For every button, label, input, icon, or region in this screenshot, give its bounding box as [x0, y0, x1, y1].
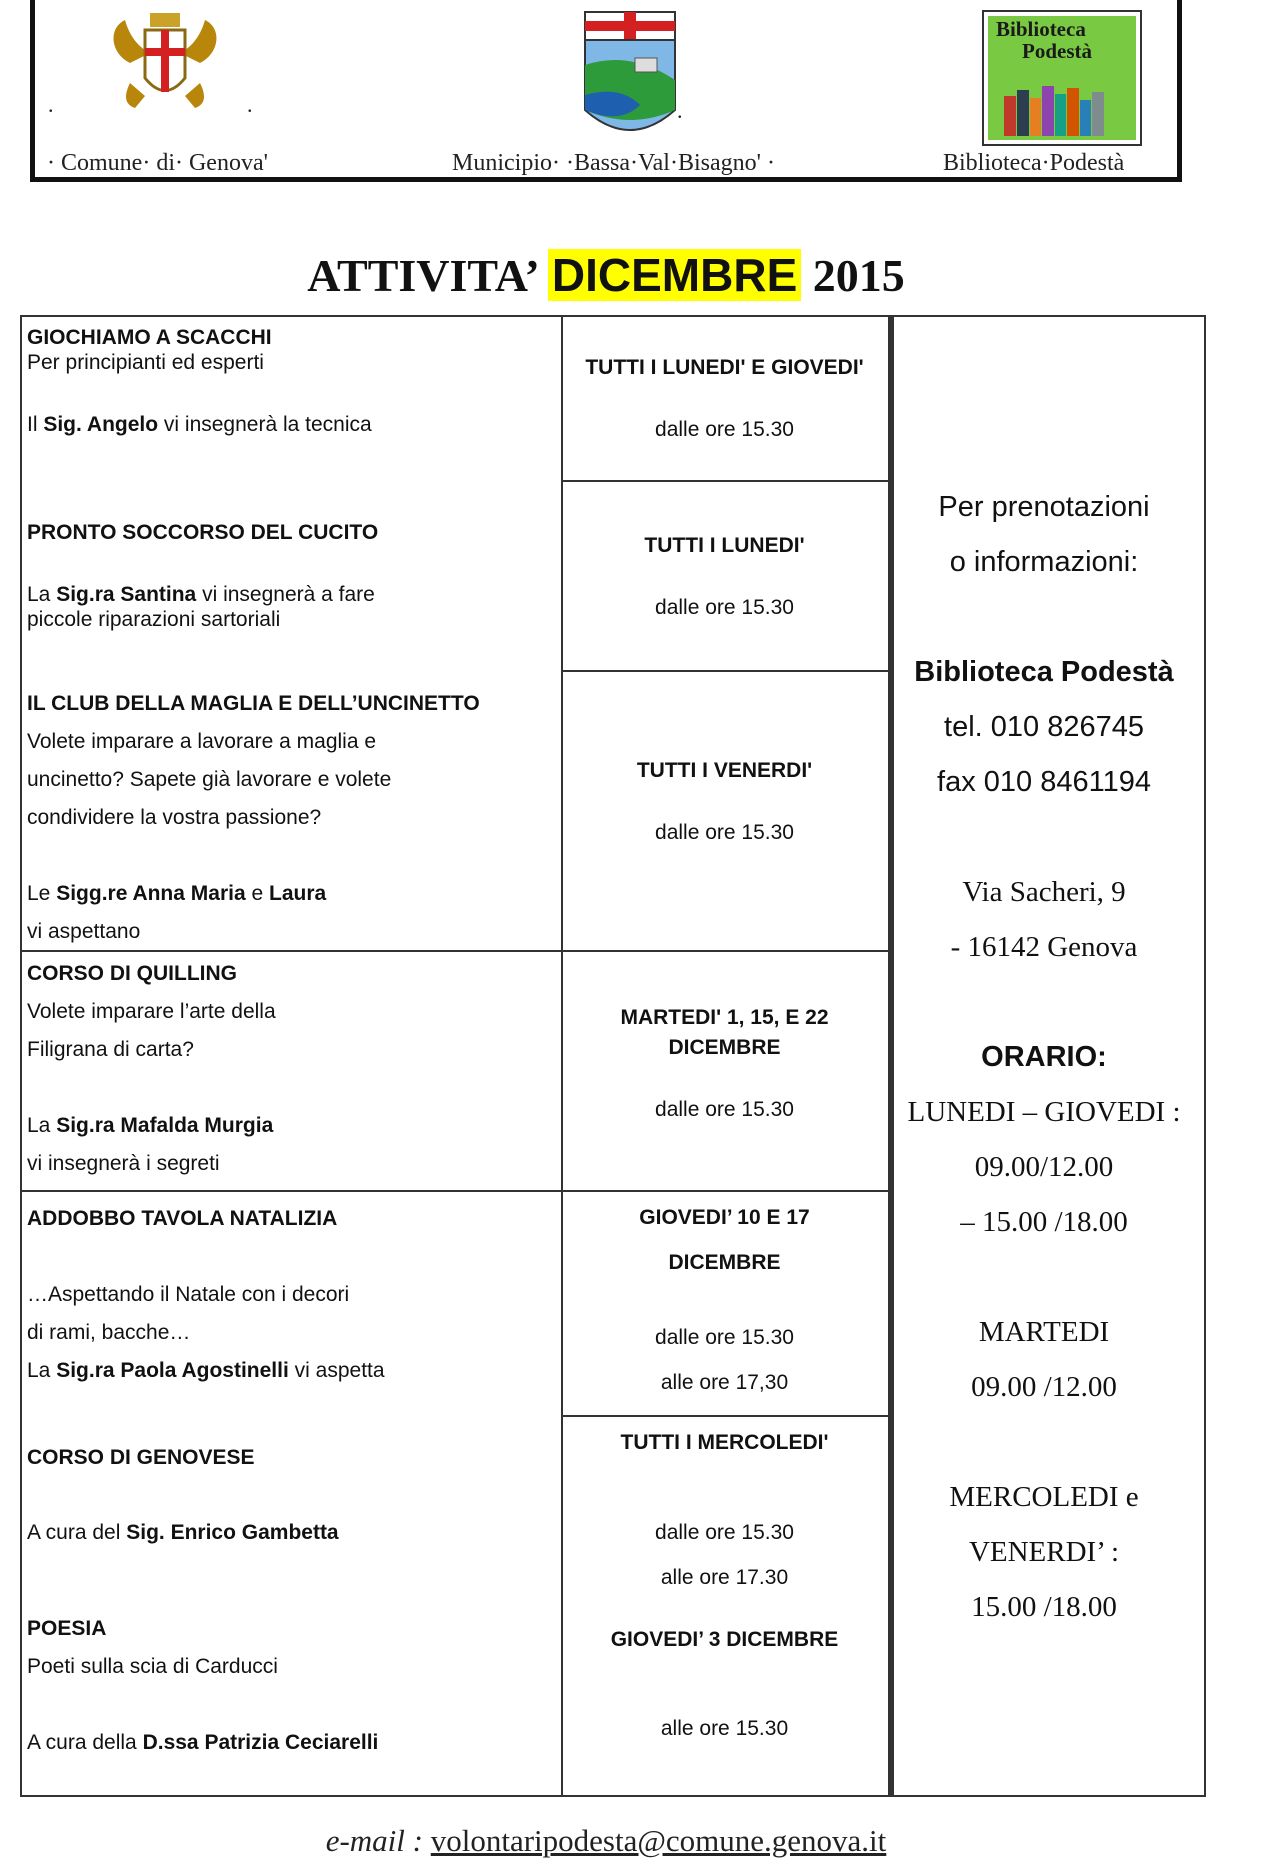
activity-maglia [27, 685, 557, 951]
title-year: 2015 [801, 250, 905, 301]
schedule-days: DICEMBRE [668, 1251, 781, 1274]
genova-coat-of-arms-icon [100, 8, 230, 118]
library-address: Via Sacheri, 9 [962, 876, 1126, 908]
activity-text: A cura del [27, 1521, 127, 1544]
email-label: e-mail : [325, 1823, 431, 1858]
activity-host: D.ssa Patrizia Ceciarelli [142, 1731, 379, 1754]
activity-host: Sig.ra Mafalda Murgia [56, 1114, 274, 1137]
activity-cucito [27, 520, 557, 632]
hours-line: VENERDI’ : [968, 1536, 1120, 1568]
page-title [0, 248, 1212, 302]
schedule-scacchi [562, 355, 887, 442]
hours-line: MERCOLEDI e [949, 1481, 1139, 1513]
activity-text: vi insegnerà la tecnica [158, 413, 372, 436]
schedule-days: GIOVEDI’ 3 DICEMBRE [610, 1628, 839, 1651]
activity-host: Sig. Enrico Gambetta [126, 1521, 339, 1544]
row-divider [561, 670, 888, 672]
activity-desc: vi aspettano [27, 920, 141, 943]
hours-line: MARTEDI [978, 1316, 1110, 1348]
schedule-cucito [562, 533, 887, 620]
activity-title: IL CLUB DELLA MAGLIA E DELL’UNCINETTO [27, 692, 480, 715]
activity-title: GIOCHIAMO A SCACCHI [27, 326, 272, 349]
activity-text: vi aspetta [288, 1359, 385, 1382]
activity-text: Il [27, 413, 44, 436]
activity-text: A cura della [27, 1731, 143, 1754]
activity-text: e [245, 882, 269, 905]
activity-text: vi insegnerà a fare [196, 583, 375, 606]
activity-desc: vi insegnerà i segreti [27, 1152, 220, 1175]
schedule-days: GIOVEDI’ 10 E 17 [639, 1206, 810, 1229]
contact-intro: Per prenotazioni [938, 491, 1150, 523]
activity-text: La [27, 1359, 57, 1382]
header-dot: . [48, 92, 54, 117]
schedule-time: alle ore 15.30 [660, 1717, 789, 1740]
row-divider [561, 1415, 888, 1417]
schedule-tavola [562, 1195, 887, 1405]
activity-poesia [27, 1610, 557, 1762]
schedule-genovese [562, 1420, 887, 1600]
activity-host: Sigg.re Anna Maria [56, 882, 246, 905]
hours-line: 09.00/12.00 [974, 1151, 1114, 1183]
biblioteca-label: Biblioteca·Podestà [943, 150, 1125, 176]
schedule-days: TUTTI I LUNEDI' [644, 534, 805, 557]
activity-desc: Volete imparare a lavorare a maglia e [27, 730, 377, 753]
activity-quilling [27, 955, 557, 1183]
library-address: - 16142 Genova [950, 931, 1138, 963]
schedule-time: dalle ore 15.30 [655, 596, 794, 619]
schedule-days: TUTTI I MERCOLEDI' [620, 1431, 829, 1454]
schedule-time: alle ore 17.30 [660, 1566, 789, 1589]
activity-host: Sig. Angelo [43, 413, 159, 436]
logo-text-line1: Biblioteca [996, 17, 1086, 41]
activity-desc: Filigrana di carta? [27, 1038, 194, 1061]
hours-heading: ORARIO: [981, 1041, 1107, 1073]
title-month-highlight: DICEMBRE [548, 249, 801, 301]
hours-line: LUNEDI – GIOVEDI : [907, 1096, 1181, 1128]
activity-genovese [27, 1445, 557, 1545]
row-divider [561, 480, 888, 482]
schedule-time: dalle ore 15.30 [655, 418, 794, 441]
logo-text-line2: Podestà [1022, 39, 1092, 63]
activity-desc: piccole riparazioni sartoriali [27, 608, 281, 631]
schedule-maglia [562, 758, 887, 845]
activity-desc: uncinetto? Sapete già lavorare e volete [27, 768, 392, 791]
schedule-time: dalle ore 15.30 [655, 1326, 794, 1349]
municipio-label: Municipio· ·Bassa·Val·Bisagno' · [452, 150, 775, 176]
comune-label: · Comune· di· Genova' [47, 150, 268, 176]
activity-desc: …Aspettando il Natale con i decori [27, 1283, 350, 1306]
schedule-time: dalle ore 15.30 [655, 821, 794, 844]
schedule-time: alle ore 17,30 [660, 1371, 789, 1394]
contact-intro: o informazioni: [949, 546, 1139, 578]
activity-title: POESIA [27, 1617, 107, 1640]
footer-email [0, 1823, 1212, 1859]
schedule-quilling [562, 1003, 887, 1125]
library-name: Biblioteca Podestà [914, 656, 1174, 688]
hours-line: – 15.00 /18.00 [960, 1206, 1128, 1238]
row-divider [561, 950, 888, 952]
schedule-days: TUTTI I VENERDI' [636, 759, 813, 782]
municipio-crest-icon [580, 10, 680, 145]
activity-desc: condividere la vostra passione? [27, 806, 322, 829]
activity-desc: Poeti sulla scia di Carducci [27, 1655, 278, 1678]
activity-desc: di rami, bacche… [27, 1321, 191, 1344]
header-dot: . [677, 98, 683, 123]
email-link[interactable]: volontaripodesta@comune.genova.it [430, 1823, 887, 1858]
header-dot: . [247, 92, 253, 117]
title-prefix: ATTIVITA’ [307, 250, 548, 301]
activity-title: ADDOBBO TAVOLA NATALIZIA [27, 1207, 338, 1230]
library-phone: tel. 010 826745 [944, 711, 1144, 743]
schedule-time: dalle ore 15.30 [655, 1521, 794, 1544]
row-divider [22, 1190, 561, 1192]
schedule-poesia [562, 1627, 887, 1741]
row-divider [561, 1190, 888, 1192]
activity-title: CORSO DI QUILLING [27, 962, 237, 985]
activity-desc: Per principianti ed esperti [27, 351, 264, 374]
activity-text: Le [27, 882, 57, 905]
schedule-days: TUTTI I LUNEDI' E GIOVEDI' [585, 356, 864, 379]
activity-scacchi [27, 325, 557, 437]
activity-text: La [27, 583, 57, 606]
activity-desc: Volete imparare l’arte della [27, 1000, 276, 1023]
hours-line: 15.00 /18.00 [971, 1591, 1117, 1623]
activity-host: Laura [269, 882, 327, 905]
schedule-days: DICEMBRE [668, 1036, 781, 1059]
activity-text: La [27, 1114, 57, 1137]
schedule-days: MARTEDI' 1, 15, E 22 [620, 1006, 829, 1029]
biblioteca-logo [982, 10, 1142, 146]
activity-tavola [27, 1200, 557, 1390]
hours-line: 09.00 /12.00 [971, 1371, 1117, 1403]
activity-title: CORSO DI GENOVESE [27, 1446, 255, 1469]
activity-host: Sig.ra Santina [56, 583, 197, 606]
activity-title: PRONTO SOCCORSO DEL CUCITO [27, 521, 379, 544]
library-fax: fax 010 8461194 [937, 766, 1151, 798]
activity-host: Sig.ra Paola Agostinelli [56, 1359, 289, 1382]
books-icon [1004, 76, 1114, 136]
schedule-time: dalle ore 15.30 [655, 1098, 794, 1121]
header-box [30, 0, 1182, 182]
contact-sidebar [894, 480, 1194, 1635]
